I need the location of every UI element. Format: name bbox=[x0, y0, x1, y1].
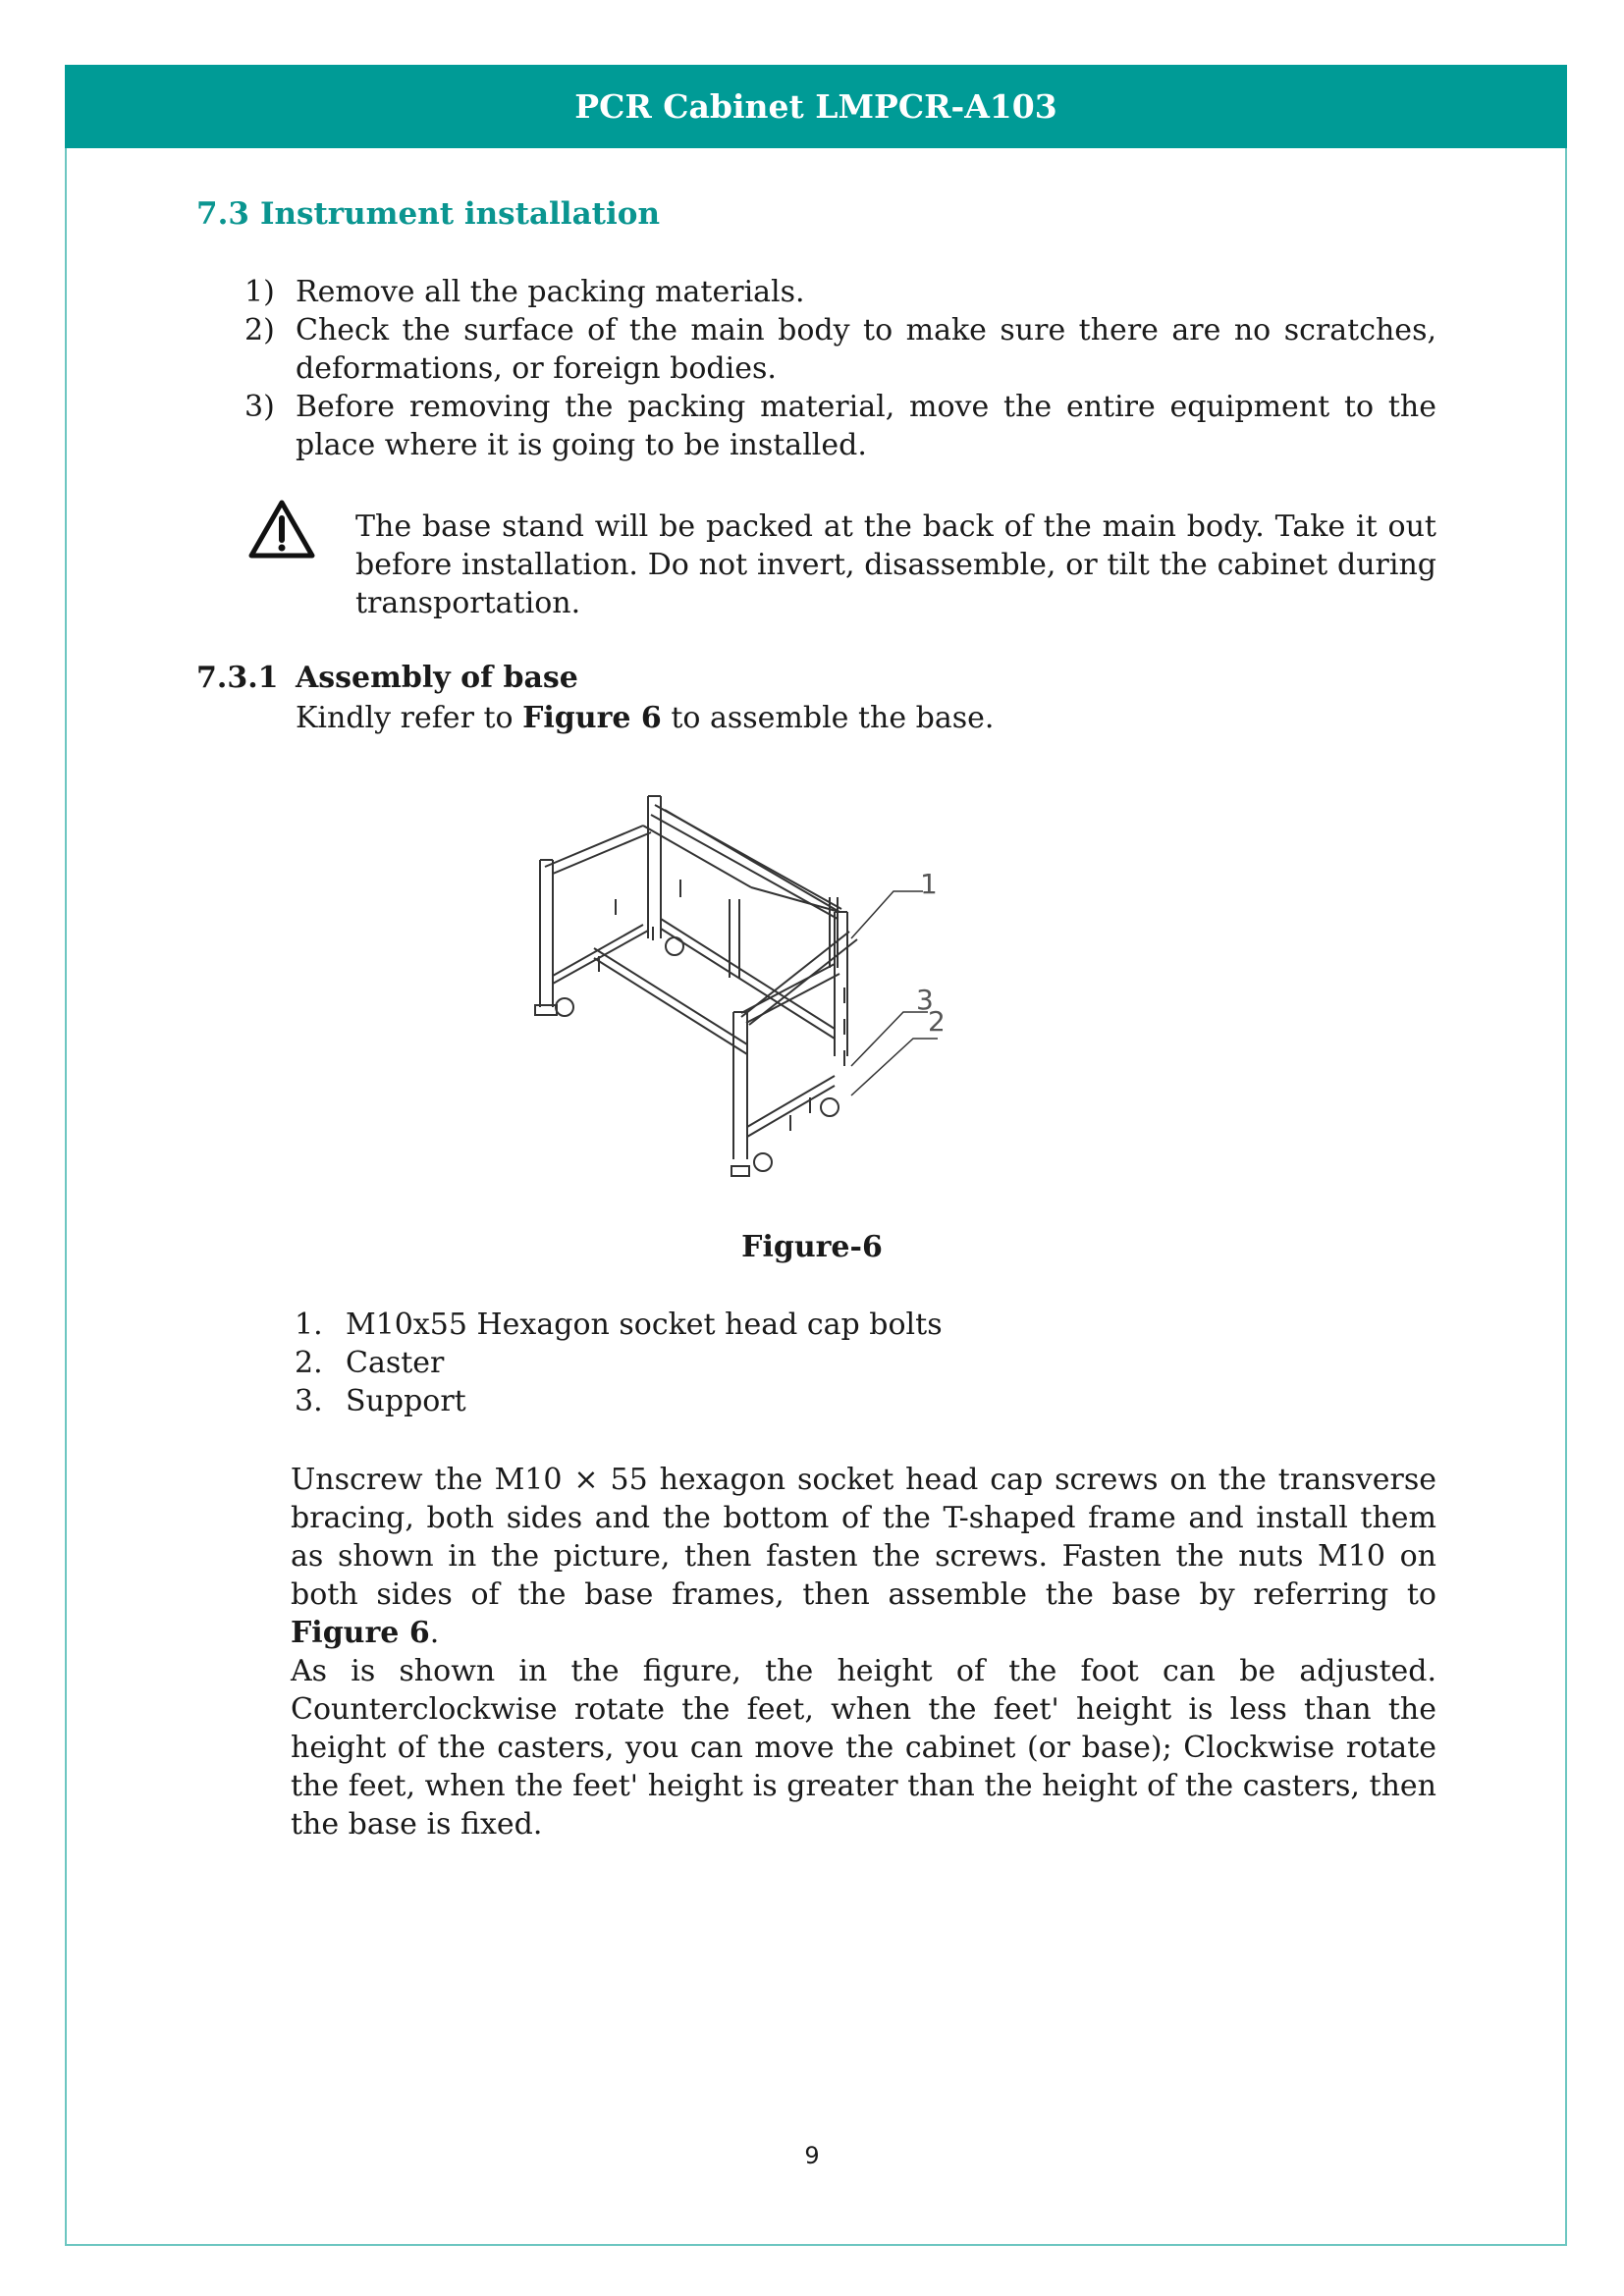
callout-2: 2 bbox=[928, 1005, 946, 1038]
step-number: 1) bbox=[244, 275, 275, 309]
section-number: 7.3 bbox=[196, 196, 249, 232]
callout-3: 3 bbox=[916, 984, 934, 1016]
list-item bbox=[239, 388, 1436, 464]
paragraph-text: Unscrew the M10 × 55 hexagon socket head cap screws on the transverse bracing, both sides and the bottom of the T-shaped frame and install them as shown in the picture, then fasten the screws. Fasten the nuts M10 on both sides of the base frames, then assemble the base by referring to bbox=[291, 1463, 1436, 1612]
step-text: Check the surface of the main body to make sure there are no scratches, deformations, or foreign bodies. bbox=[296, 313, 1436, 386]
part-text: M10x55 Hexagon socket head cap bolts bbox=[346, 1308, 943, 1342]
intro-text-end: to assemble the base. bbox=[661, 701, 995, 735]
figure-reference: Figure 6 bbox=[291, 1616, 430, 1650]
warning-triangle-icon bbox=[247, 499, 316, 560]
subsection-heading bbox=[196, 661, 578, 695]
subsection-number: 7.3.1 bbox=[196, 661, 279, 695]
parts-list bbox=[295, 1306, 943, 1420]
list-item bbox=[239, 311, 1436, 388]
step-text: Before removing the packing material, move the entire equipment to the place where it is going to be installed. bbox=[296, 390, 1436, 462]
step-number: 2) bbox=[244, 313, 275, 347]
header-title: PCR Cabinet LMPCR-A103 bbox=[574, 87, 1057, 126]
part-number: 2. bbox=[295, 1346, 323, 1380]
callout-1: 1 bbox=[920, 868, 938, 900]
paragraph-1 bbox=[291, 1461, 1436, 1652]
page-number: 9 bbox=[804, 2142, 820, 2169]
paragraph-text-end: . bbox=[429, 1616, 440, 1650]
section-heading bbox=[196, 196, 660, 232]
step-number: 3) bbox=[244, 390, 275, 424]
list-item bbox=[239, 273, 1436, 311]
figure-reference: Figure 6 bbox=[522, 701, 662, 735]
warning-text: The base stand will be packed at the back of the main body. Take it out before installation. Do not invert, disassemble, or tilt the cabinet during transportation. bbox=[355, 509, 1436, 620]
section-title: Instrument installation bbox=[260, 196, 660, 232]
figure-caption: Figure-6 bbox=[741, 1230, 883, 1264]
intro-text: Kindly refer to bbox=[296, 701, 523, 735]
subsection-title: Assembly of base bbox=[296, 661, 578, 695]
part-text: Support bbox=[346, 1384, 466, 1418]
subsection-intro bbox=[296, 699, 994, 737]
part-text: Caster bbox=[346, 1346, 445, 1380]
list-item bbox=[295, 1344, 943, 1382]
step-text: Remove all the packing materials. bbox=[296, 275, 805, 309]
installation-steps bbox=[239, 273, 1436, 464]
part-number: 1. bbox=[295, 1308, 323, 1342]
base-frame-figure bbox=[506, 781, 1124, 1188]
list-item bbox=[295, 1306, 943, 1344]
list-item bbox=[295, 1382, 943, 1420]
page-header bbox=[65, 65, 1567, 148]
part-number: 3. bbox=[295, 1384, 323, 1418]
paragraph-2: As is shown in the figure, the height of the foot can be adjusted. Counterclockwise rotate the feet, when the feet' height is less than the height of the casters, you can move the cabinet (or base); Clockwise rotate the feet, when the feet' height is greater than the height of the casters, then the base is fixed. bbox=[291, 1654, 1436, 1842]
assembly-instructions bbox=[291, 1461, 1436, 1843]
